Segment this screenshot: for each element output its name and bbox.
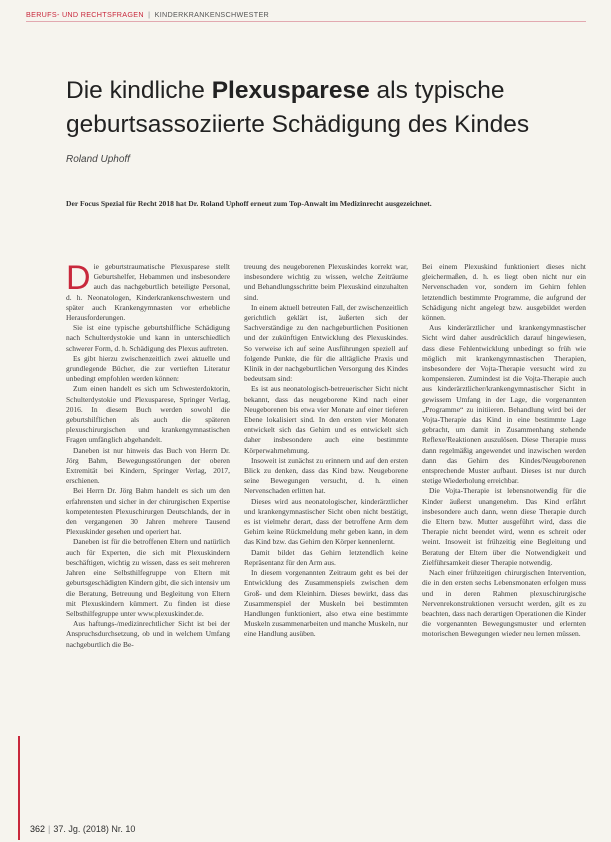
paragraph: Dieses wird aus neonatologischer, kinderärztlicher und krankengymnastischer Sicht oben nicht bestätigt, es ist vielmehr derart, dass der betroffene Arm dem Gehirn keine Rückmeldung mehr geben kann, in dem das Kind bzw. das Gehirn den Körper kennenlernt. [244,496,408,547]
paragraph: Es ist aus neonatologisch-betreuerischer Sicht nicht bekannt, dass das neugeborene Kind nach einer Neugeborenen bis etwa vier Monate auf einer tieferen Ebene lokalisiert sind. In den ersten vier Monaten entwickelt sich das Gehirn und es entwickelt sich daher insbesondere auch eine bestimmte Körperwahrnehmung. [244,384,408,455]
kicker-divider [26,21,586,22]
kicker-topic: KINDERKRANKENSCHWESTER [154,10,270,19]
page-edge-accent [18,736,20,840]
paragraph: Es gibt hierzu zwischenzeitlich zwei aktuelle und grundlegende Bücher, die zur vertieften Literatur unbedingt empfohlen werden können: [66,353,230,384]
kicker-section: BERUFS- UND RECHTSFRAGEN [26,10,144,19]
paragraph: Damit bildet das Gehirn letztendlich keine Repräsentanz für den Arm aus. [244,547,408,567]
issue-info: 37. Jg. (2018) Nr. 10 [53,824,136,834]
paragraph: Bei Herrn Dr. Jörg Bahm handelt es sich um den erfahrensten und sicher in der chirurgischen Expertise kompetentesten Plexuschirurgen Deutschlands, der in den vergangenen 30 Jahren mehrere Tausend Plexuskinder gesehen und operiert hat. [66,486,230,537]
paragraph: ie geburtstraumatische Plexusparese stellt Geburtshelfer, Hebammen und insbesondere auch das nachgeburtlich beteiligte Personal, d. h. Neonatologen, Kinderkrankenschwestern und später auch Krankengymnasten vor erhebliche Herausforderungen. [66,262,230,323]
paragraph: Bei einem Plexuskind funktioniert dieses nicht gleichermaßen, d. h. es liegt oben nicht nur ein Nervenschaden vor, sondern im Gehirn fehlen letztendlich bestimmte Programme, die aufgrund der Schädigung nicht angelegt bzw. ausgebildet werden können. [422,262,586,323]
paragraph: Daneben ist nur hinweis das Buch von Herrn Dr. Jörg Bahm, Bewegungsstörungen der oberen Extremität bei Kindern, Springer Verlag, 2017, erschienen. [66,445,230,486]
paragraph: Die Vojta-Therapie ist lebensnotwendig für die Kinder äußerst unangenehm. Das Kind erfährt insbesondere auch dann, wenn diese Therapie durch die Eltern bzw. Mutter ausgeführt wird, dass die Therapie nicht beendet wird, wenn es schreit oder weint. Insoweit ist frühzeitig eine Begleitung und Beratung der Eltern über die Notwendigkeit und Zielführsamkeit dieser Therapie notwendig. [422,486,586,567]
body-column-3 [422,262,586,820]
page-footer [30,824,135,834]
paragraph: In diesem vorgenannten Zeitraum geht es bei der Entwicklung des Zusammenspiels zwischen dem Groß- und dem Kleinhirn. Dieses bewirkt, dass das Zusammenspiel der Muskeln bei bestimmten Handlungen funktioniert, also etwa eine bestimmte Muskeln zusammenarbeiten und manche Muskeln, nur eine Handlung ausüben. [244,568,408,639]
article-body [66,262,586,820]
kicker-separator: | [148,10,151,19]
section-kicker [26,10,586,19]
article-title [66,74,576,142]
article-author: Roland Uphoff [66,154,130,165]
footer-separator: | [48,824,51,834]
title-highlight: Plexusparese [211,77,370,104]
paragraph: Insoweit ist zunächst zu erinnern und auf den ersten Blick zu denken, dass das Kind bzw. Neugeborene seine Bewegungen versucht, d. h. einen Nervenschaden erlitten hat. [244,455,408,496]
paragraph: treuung des neugeborenen Plexuskindes korrekt war, insbesondere wichtig zu wissen, welche Zeiträume und Behandlungsschritte beim Plexuskind einzuhalten sind. [244,262,408,302]
article-lead: Der Focus Spezial für Recht 2018 hat Dr. Roland Uphoff erneut zum Top-Anwalt im Medizinrecht ausgezeichnet. [66,199,432,208]
paragraph: Nach einer frühzeitigen chirurgischen Intervention, die in den ersten sechs Lebensmonaten erfolgen muss und in deren Rahmen plexuschirurgische Nervenrekonstruktionen versucht werden, gilt es zu beachten, dass nach derartigen Operationen die Kinder die vorgenannten Bewegungsmuster und erlernten motorischen Bewegungen wieder neu lernen müssen. [422,568,586,639]
paragraph: Zum einen handelt es sich um Schwesterdoktorin, Schulterdystokie und Plexusparese, Springer Verlag, 2016. In diesem Buch werden sowohl die geburtshilflichen als auch die späteren plexuschirurgischen und krankengymnastischen Fragen umfänglich abgehandelt. [66,384,230,445]
paragraph: Daneben ist für die betroffenen Eltern und natürlich auch für Experten, die sich mit Plexuskindern beschäftigen, wichtig zu wissen, dass es seit mehreren Jahren eine Selbsthilfegruppe von Eltern mit geburtsgeschädigten Kindern gibt, die sich intensiv um die Beratung, Betreuung und Begleitung von Eltern mit Plexuskindern kümmert. Zu finden ist diese Selbsthilfegruppe unter www.plexuskinder.de. [66,537,230,618]
paragraph: Aus haftungs-/medizinrechtlicher Sicht ist bei der Anspruchsdurchsetzung, ob und in welchem Umfang nachgeburtlich die Be- [66,619,230,649]
paragraph: Sie ist eine typische geburtshilfliche Schädigung nach Schulterdystokie und kann in unterschiedlich schwerer Form, d. h. Schädigung des Plexus auftreten. [66,323,230,353]
title-part2: als typische geburtsassoziierte Schädigung des Kindes [66,77,530,138]
title-part1: Die kindliche [66,77,212,104]
body-column-1 [66,262,230,820]
paragraph: In einem aktuell betreuten Fall, der zwischenzeitlich gerichtlich geklärt ist, äußerten sich der Sachverständige zu den nachgeburtlichen Positionen und der zukünftigen Entwicklung des Plexuskindes. So verweise ich auf seine Ausführungen speziell auf folgende Punkte, die für die alltägliche Praxis und Klinik in der nachgeburtlichen Versorgung des Kindes bedeutsam sind: [244,302,408,384]
body-column-2 [244,262,408,820]
drop-cap: D [66,262,91,297]
page-number: 362 [30,824,46,834]
paragraph: Aus kinderärztlicher und krankengymnastischer Sicht wird daher ausdrücklich darauf hingewiesen, dass diese Fehlentwicklung unbedingt so früh wie möglich mit krankengymnastischen Therapien, insbesondere der Vojta-Therapie versucht wird zu kompensieren. Zumindest ist die Vojta-Therapie auch aus kinderärztlicher/krankengymnastischer Sicht in gewissem Umfang in der Lage, die vorgenannten „Programme“ zu initiieren. Behandlung wird bei der Vojta-Therapie das Kind in eine bestimmte Lage gebracht, um damit in Zusammenhang stehende Reflexe/Reaktionen auszulösen. Diese Therapie muss dann regelmäßig angewendet und inzwischen werden dann das Gehirn des Kindes/Neugeborenen entsprechende Muster aufbaut. Dieses ist nur durch stetige Wiederholung erreichbar. [422,323,586,486]
